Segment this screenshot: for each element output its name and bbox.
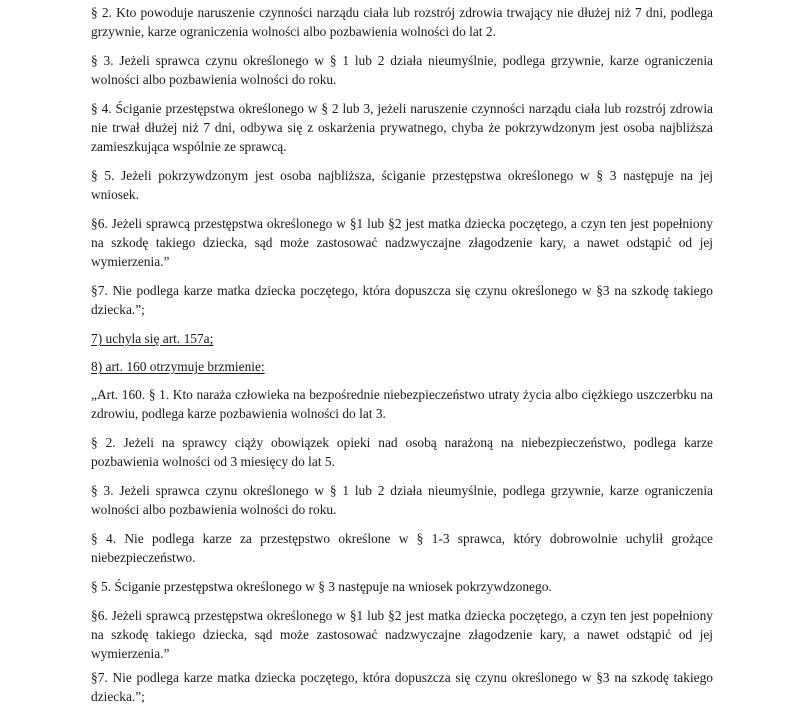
paragraph-160-s1: „Art. 160. § 1. Kto naraża człowieka na bezpośrednie niebezpieczeństwo utraty życia albo ciężkiego uszczerbku na zdrowiu, podlega karze pozbawienia wolności do lat 3. (91, 387, 713, 421)
paragraph-157-s2: § 2. Kto powoduje naruszenie czynności narządu ciała lub rozstrój zdrowia trwający nie dłużej niż 7 dni, podlega grzywnie, karze ograniczenia wolności albo pozbawienia wolności do lat 2. (91, 5, 713, 39)
paragraph-160-s7: §7. Nie podlega karze matka dziecka poczętego, która dopuszcza się czynu określonego w §3 na szkodę takiego dziecka.”; (91, 670, 713, 704)
paragraph-157-s7: §7. Nie podlega karze matka dziecka poczętego, która dopuszcza się czynu określonego w §3 na szkodę takiego dziecka.”; (91, 283, 713, 317)
document-body (91, 3, 713, 716)
paragraph-160-s2: § 2. Jeżeli na sprawcy ciąży obowiązek opieki nad osobą narażoną na niebezpieczeństwo, podlega karze pozbawienia wolności od 3 miesięcy do lat 5. (91, 435, 713, 469)
paragraph-160-s4: § 4. Nie podlega karze za przestępstwo określone w § 1-3 sprawca, który dobrowolnie uchylił grożące niebezpieczeństwo. (91, 531, 713, 565)
heading-point-7: 7) uchyla się art. 157a; (91, 331, 214, 346)
paragraph-157-s4: § 4. Ściganie przestępstwa określonego w § 2 lub 3, jeżeli naruszenie czynności narządu ciała lub rozstrój zdrowia nie trwał dłużej niż 7 dni, odbywa się z oskarżenia prywatnego, chyba że pokrzywdzonym jest osoba najbliższa zamieszkująca wspólnie ze sprawcą. (91, 101, 713, 154)
paragraph-160-s5: § 5. Ściganie przestępstwa określonego w § 3 następuje na wniosek pokrzywdzonego. (91, 579, 552, 594)
paragraph-157-s5: § 5. Jeżeli pokrzywdzonym jest osoba najbliższa, ściganie przestępstwa określonego w § 3 następuje na jej wniosek. (91, 168, 713, 202)
paragraph-157-s6: §6. Jeżeli sprawcą przestępstwa określonego w §1 lub §2 jest matka dziecka poczętego, a czyn ten jest popełniony na szkodę takiego dziecka, sąd może zastosować nadzwyczajne złagodzenie kary, a nawet odstąpić od jej wymierzenia.” (91, 216, 713, 269)
heading-point-8: 8) art. 160 otrzymuje brzmienie: (91, 359, 265, 374)
paragraph-160-s3: § 3. Jeżeli sprawca czynu określonego w § 1 lub 2 działa nieumyślnie, podlega grzywnie, karze ograniczenia wolności albo pozbawienia wolności do roku. (91, 483, 713, 517)
paragraph-160-s6: §6. Jeżeli sprawcą przestępstwa określonego w §1 lub §2 jest matka dziecka poczętego, a czyn ten jest popełniony na szkodę takiego dziecka, sąd może zastosować nadzwyczajne złagodzenie kary, a nawet odstąpić od jej wymierzenia.” (91, 608, 713, 661)
paragraph-157-s3: § 3. Jeżeli sprawca czynu określonego w § 1 lub 2 działa nieumyślnie, podlega grzywnie, karze ograniczenia wolności albo pozbawienia wolności do roku. (91, 53, 713, 87)
